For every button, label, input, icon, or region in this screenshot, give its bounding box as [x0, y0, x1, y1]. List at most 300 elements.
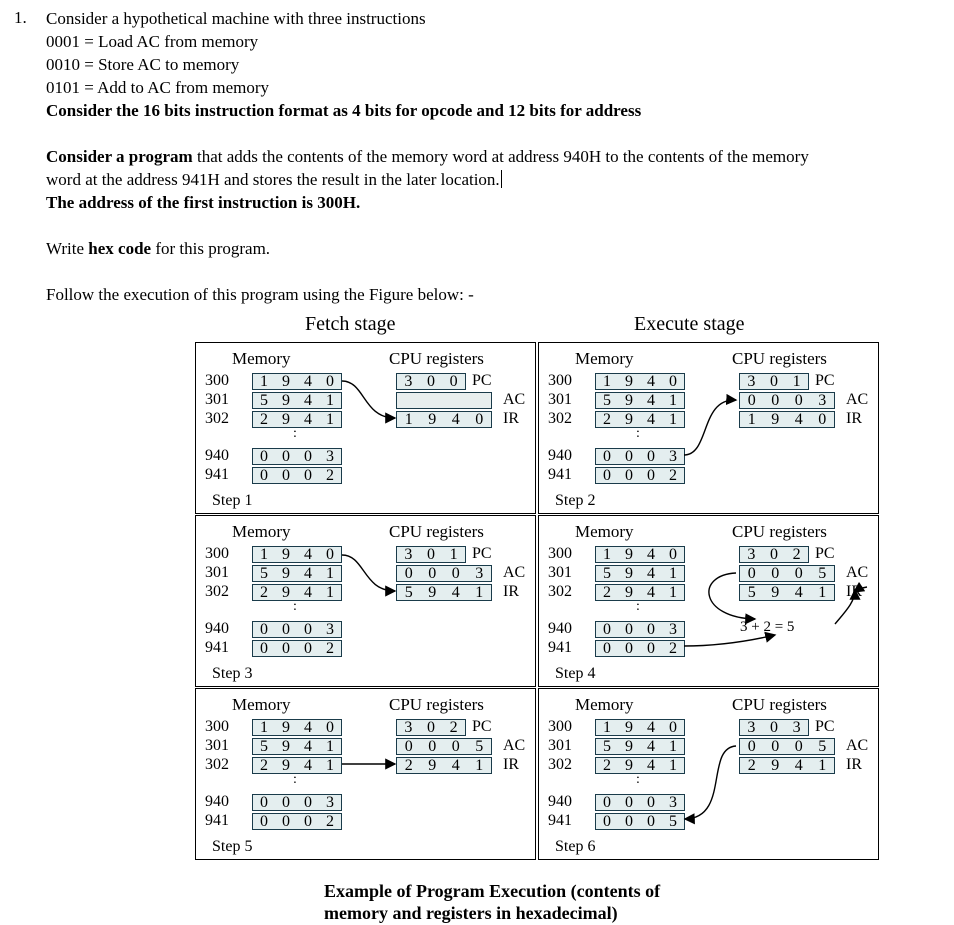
memory-word-digit: 9	[625, 757, 633, 774]
memory-word-digit: 0	[304, 467, 312, 484]
memory-word-digit: 4	[647, 546, 655, 563]
ac-digit: 0	[794, 565, 803, 582]
execute-stage-title: Execute stage	[634, 313, 745, 335]
memory-address: 300	[548, 372, 572, 389]
memory-address: 301	[548, 391, 572, 408]
memory-word-302	[595, 411, 685, 428]
caption-line-1: Example of Program Execution (contents of	[324, 881, 661, 901]
memory-word-digit: 9	[282, 738, 290, 755]
pc-digit: 3	[404, 546, 413, 563]
memory-word-digit: 4	[304, 584, 312, 601]
ac-digit: 0	[428, 565, 437, 582]
memory-word-digit: 0	[260, 794, 268, 811]
ir-register	[739, 757, 835, 774]
memory-word-digit: 9	[625, 584, 633, 601]
pc-digit: 0	[770, 719, 778, 736]
memory-word-digit: 2	[603, 584, 611, 601]
memory-title: Memory	[232, 522, 291, 541]
ac-label: AC	[503, 391, 526, 408]
memory-word-digit: 9	[282, 584, 290, 601]
ac-register	[396, 738, 492, 755]
pc-label: PC	[472, 372, 492, 389]
ac-digit: 0	[794, 392, 803, 409]
ir-digit: 1	[475, 757, 484, 774]
memory-word-940	[595, 794, 685, 811]
ac-digit: 0	[794, 738, 803, 755]
ir-digit: 9	[428, 757, 437, 774]
memory-word-digit: 0	[625, 640, 633, 657]
pc-label: PC	[815, 545, 835, 562]
memory-word-301	[252, 738, 342, 755]
memory-word-941	[252, 640, 342, 657]
memory-word-300	[595, 719, 685, 736]
step-label: Step 5	[212, 838, 253, 855]
memory-word-digit: 1	[326, 565, 334, 582]
memory-word-digit: 5	[669, 813, 677, 830]
memory-word-digit: 2	[603, 411, 611, 428]
follow-instruction: Follow the execution of this program using the Figure below: -	[46, 285, 474, 304]
memory-word-digit: 1	[260, 373, 268, 390]
step-panel-1	[195, 342, 536, 514]
pc-label: PC	[815, 372, 835, 389]
memory-word-digit: 0	[625, 794, 633, 811]
memory-word-940	[252, 794, 342, 811]
memory-word-digit: 0	[647, 621, 655, 638]
ac-label: AC	[846, 564, 869, 581]
memory-word-digit: 5	[260, 565, 268, 582]
pc-digit: 2	[792, 546, 801, 563]
memory-word-digit: 2	[326, 640, 334, 657]
memory-word-digit: 0	[647, 448, 655, 465]
memory-word-301	[595, 565, 685, 582]
memory-word-digit: 4	[304, 373, 312, 390]
memory-word-digit: 0	[304, 448, 312, 465]
opcode-add: 0101 = Add to AC from memory	[46, 78, 270, 97]
memory-word-digit: 0	[625, 448, 633, 465]
memory-word-digit: 0	[647, 467, 655, 484]
caption-line-2: memory and registers in hexadecimal)	[324, 903, 618, 923]
ir-digit: 0	[818, 411, 827, 428]
ir-digit: 5	[747, 584, 756, 601]
memory-word-digit: 9	[282, 719, 290, 736]
ac-register	[396, 565, 492, 582]
pc-register	[396, 719, 466, 736]
ac-label: AC	[846, 737, 869, 754]
ac-digit: 0	[771, 392, 780, 409]
ac-digit: 0	[747, 392, 756, 409]
memory-title: Memory	[232, 349, 291, 368]
memory-word-digit: 9	[282, 392, 290, 409]
opcode-load: 0001 = Load AC from memory	[46, 32, 259, 51]
memory-word-940	[252, 621, 342, 638]
memory-word-digit: 0	[282, 621, 290, 638]
memory-address: 302	[548, 410, 572, 427]
memory-word-digit: 9	[625, 546, 633, 563]
memory-word-digit: 1	[669, 584, 677, 601]
memory-word-digit: 1	[603, 719, 611, 736]
memory-address: 941	[548, 639, 572, 656]
memory-address: 300	[205, 718, 229, 735]
memory-word-digit: 0	[282, 813, 290, 830]
memory-word-digit: 9	[625, 411, 633, 428]
ir-digit: 9	[771, 411, 780, 428]
memory-word-302	[595, 757, 685, 774]
ac-digit: 3	[818, 392, 827, 409]
ir-label: IR	[846, 410, 862, 427]
memory-word-digit: 4	[304, 738, 312, 755]
pc-digit: 1	[792, 373, 801, 390]
ac-register	[396, 392, 492, 409]
memory-address: 302	[205, 756, 229, 773]
pc-digit: 0	[770, 546, 778, 563]
memory-word-302	[595, 584, 685, 601]
memory-word-digit: 2	[326, 813, 334, 830]
memory-word-digit: 1	[603, 546, 611, 563]
memory-address: 300	[205, 545, 229, 562]
question-number: 1.	[14, 8, 27, 27]
pc-label: PC	[815, 718, 835, 735]
memory-address: 301	[205, 737, 229, 754]
memory-word-digit: 0	[625, 467, 633, 484]
memory-word-digit: 0	[304, 621, 312, 638]
pc-digit: 3	[404, 719, 413, 736]
memory-word-941	[252, 467, 342, 484]
ac-label: AC	[503, 564, 526, 581]
sum-annotation: 3 + 2 = 5	[740, 619, 795, 635]
memory-word-digit: 0	[260, 621, 268, 638]
pc-digit: 0	[427, 719, 435, 736]
memory-word-digit: 5	[603, 565, 611, 582]
memory-word-digit: 9	[282, 757, 290, 774]
memory-word-digit: 0	[603, 448, 611, 465]
ir-digit: 4	[451, 411, 460, 428]
ir-register	[739, 411, 835, 428]
memory-word-941	[595, 467, 685, 484]
memory-word-digit: 2	[260, 411, 268, 428]
memory-word-digit: 0	[647, 794, 655, 811]
ellipsis: :	[636, 772, 640, 787]
program-description-1: that adds the contents of the memory word at address 940H to the contents of the memory	[192, 147, 809, 166]
figure-caption	[324, 880, 660, 924]
memory-word-digit: 0	[260, 467, 268, 484]
memory-word-digit: 0	[669, 719, 677, 736]
memory-word-digit: 2	[603, 757, 611, 774]
ir-register	[396, 411, 492, 428]
memory-word-301	[252, 565, 342, 582]
cpu-registers-title: CPU registers	[732, 695, 827, 714]
memory-word-digit: 0	[603, 621, 611, 638]
memory-word-940	[595, 621, 685, 638]
pc-register	[739, 373, 809, 390]
memory-word-digit: 3	[326, 448, 334, 465]
ir-digit: 1	[818, 757, 827, 774]
memory-word-digit: 1	[669, 565, 677, 582]
memory-word-digit: 1	[260, 719, 268, 736]
memory-word-digit: 0	[326, 719, 334, 736]
ir-digit: 2	[747, 757, 756, 774]
memory-word-941	[595, 813, 685, 830]
pc-digit: 3	[404, 373, 413, 390]
memory-address: 941	[205, 466, 229, 483]
memory-word-301	[595, 392, 685, 409]
ac-digit: 0	[747, 565, 756, 582]
memory-word-digit: 0	[304, 640, 312, 657]
memory-word-digit: 1	[603, 373, 611, 390]
ac-digit: 0	[451, 565, 460, 582]
memory-address: 301	[548, 564, 572, 581]
memory-address: 941	[205, 639, 229, 656]
ac-digit: 0	[451, 738, 460, 755]
ac-register	[739, 392, 835, 409]
memory-word-digit: 4	[304, 546, 312, 563]
memory-word-digit: 3	[326, 621, 334, 638]
write-bold: hex code	[88, 239, 152, 258]
memory-word-digit: 3	[669, 621, 677, 638]
memory-word-digit: 4	[647, 565, 655, 582]
memory-word-digit: 2	[326, 467, 334, 484]
memory-word-digit: 9	[282, 373, 290, 390]
memory-word-digit: 4	[304, 392, 312, 409]
memory-word-940	[252, 448, 342, 465]
ac-digit: 0	[404, 738, 413, 755]
memory-word-digit: 0	[260, 813, 268, 830]
memory-word-digit: 0	[669, 546, 677, 563]
memory-word-301	[252, 392, 342, 409]
memory-word-digit: 0	[603, 640, 611, 657]
memory-word-digit: 9	[282, 546, 290, 563]
memory-word-940	[595, 448, 685, 465]
memory-word-digit: 4	[304, 565, 312, 582]
ac-digit: 5	[475, 738, 484, 755]
memory-word-300	[595, 373, 685, 390]
memory-word-digit: 1	[326, 411, 334, 428]
ir-label: IR	[503, 583, 519, 600]
memory-word-digit: 4	[647, 719, 655, 736]
memory-word-digit: 3	[669, 794, 677, 811]
memory-address: 941	[548, 466, 572, 483]
pc-register	[739, 719, 809, 736]
ir-digit: 9	[428, 411, 437, 428]
step-panel-2	[538, 342, 879, 514]
cpu-registers-title: CPU registers	[732, 349, 827, 368]
memory-word-302	[252, 411, 342, 428]
memory-address: 940	[205, 447, 229, 464]
ir-digit: 5	[404, 584, 413, 601]
pc-digit: 0	[427, 373, 435, 390]
memory-word-302	[252, 757, 342, 774]
program-execution-figure	[195, 342, 881, 862]
ac-register	[739, 738, 835, 755]
memory-address: 940	[205, 793, 229, 810]
write-prefix: Write	[46, 239, 89, 258]
memory-word-digit: 0	[304, 794, 312, 811]
text-cursor	[501, 170, 502, 188]
memory-word-digit: 4	[647, 738, 655, 755]
intro-line: Consider a hypothetical machine with three instructions	[46, 9, 426, 28]
write-suffix: for this program.	[151, 239, 271, 258]
memory-word-digit: 9	[282, 565, 290, 582]
memory-address: 300	[548, 718, 572, 735]
memory-word-digit: 2	[260, 584, 268, 601]
program-heading: Consider a program	[46, 147, 193, 166]
opcode-store: 0010 = Store AC to memory	[46, 55, 240, 74]
memory-word-digit: 1	[260, 546, 268, 563]
ir-digit: 1	[475, 584, 484, 601]
ac-digit: 0	[771, 738, 780, 755]
memory-address: 301	[205, 391, 229, 408]
ac-digit: 3	[475, 565, 484, 582]
memory-word-digit: 3	[326, 794, 334, 811]
memory-address: 940	[205, 620, 229, 637]
step-label: Step 3	[212, 665, 253, 682]
ac-label: AC	[846, 391, 869, 408]
ir-digit: 1	[818, 584, 827, 601]
ir-register	[396, 584, 492, 601]
memory-word-300	[252, 373, 342, 390]
ir-digit: 4	[451, 757, 460, 774]
ac-digit: 5	[818, 565, 827, 582]
ac-digit: 5	[818, 738, 827, 755]
memory-word-digit: 0	[647, 813, 655, 830]
ir-digit: 0	[475, 411, 484, 428]
memory-address: 301	[205, 564, 229, 581]
memory-word-301	[595, 738, 685, 755]
memory-word-digit: 0	[282, 794, 290, 811]
memory-address: 300	[548, 545, 572, 562]
pc-digit: 3	[792, 719, 801, 736]
memory-word-digit: 0	[326, 373, 334, 390]
memory-word-digit: 1	[326, 392, 334, 409]
memory-word-digit: 4	[304, 757, 312, 774]
memory-address: 940	[548, 793, 572, 810]
cpu-registers-title: CPU registers	[389, 522, 484, 541]
ellipsis: :	[293, 599, 297, 614]
memory-word-digit: 0	[603, 813, 611, 830]
ac-register	[739, 565, 835, 582]
ac-digit: 0	[428, 738, 437, 755]
memory-title: Memory	[575, 349, 634, 368]
memory-word-digit: 4	[647, 392, 655, 409]
step-panel-3	[195, 515, 536, 687]
ellipsis: :	[636, 426, 640, 441]
memory-title: Memory	[575, 695, 634, 714]
memory-word-digit: 9	[625, 392, 633, 409]
memory-word-digit: 1	[669, 738, 677, 755]
pc-register	[396, 546, 466, 563]
memory-word-digit: 0	[304, 813, 312, 830]
cpu-registers-title: CPU registers	[389, 349, 484, 368]
ir-digit: 9	[428, 584, 437, 601]
memory-address: 940	[548, 620, 572, 637]
pc-register	[739, 546, 809, 563]
memory-address: 302	[205, 583, 229, 600]
memory-word-digit: 2	[669, 467, 677, 484]
ir-digit: 9	[771, 584, 780, 601]
memory-word-digit: 0	[625, 621, 633, 638]
memory-word-digit: 1	[326, 757, 334, 774]
memory-word-digit: 0	[647, 640, 655, 657]
ac-digit: 0	[771, 565, 780, 582]
step-label: Step 4	[555, 665, 596, 682]
ac-label: AC	[503, 737, 526, 754]
cpu-registers-title: CPU registers	[389, 695, 484, 714]
memory-word-digit: 9	[625, 719, 633, 736]
step-panel-6	[538, 688, 879, 860]
cpu-registers-title: CPU registers	[732, 522, 827, 541]
memory-word-digit: 2	[260, 757, 268, 774]
pc-digit: 3	[747, 719, 756, 736]
memory-word-digit: 1	[669, 392, 677, 409]
step-label: Step 2	[555, 492, 596, 509]
ac-digit: 0	[747, 738, 756, 755]
ir-digit: 4	[794, 584, 803, 601]
memory-word-digit: 1	[669, 757, 677, 774]
ir-label: IR	[846, 756, 862, 773]
memory-word-digit: 4	[304, 719, 312, 736]
memory-address: 300	[205, 372, 229, 389]
memory-address: 940	[548, 447, 572, 464]
memory-address: 302	[548, 756, 572, 773]
ellipsis: :	[293, 772, 297, 787]
pc-register	[396, 373, 466, 390]
ir-label: IR	[503, 756, 519, 773]
memory-word-digit: 4	[647, 373, 655, 390]
fetch-stage-title: Fetch stage	[305, 313, 396, 335]
memory-word-digit: 1	[326, 584, 334, 601]
memory-word-digit: 5	[603, 392, 611, 409]
memory-word-digit: 9	[282, 411, 290, 428]
pc-digit: 2	[449, 719, 458, 736]
memory-word-digit: 9	[625, 373, 633, 390]
memory-word-digit: 9	[625, 738, 633, 755]
memory-word-digit: 5	[260, 738, 268, 755]
step-label: Step 1	[212, 492, 253, 509]
program-description-2: word at the address 941H and stores the result in the later location.	[46, 170, 500, 189]
ir-label: IR	[503, 410, 519, 427]
memory-word-941	[252, 813, 342, 830]
memory-word-digit: 4	[647, 757, 655, 774]
memory-title: Memory	[575, 522, 634, 541]
memory-word-digit: 0	[260, 448, 268, 465]
memory-word-digit: 0	[260, 640, 268, 657]
pc-digit: 3	[747, 546, 756, 563]
memory-word-300	[252, 719, 342, 736]
memory-word-digit: 0	[603, 467, 611, 484]
memory-word-digit: 4	[647, 411, 655, 428]
pc-label: PC	[472, 718, 492, 735]
memory-word-digit: 3	[669, 448, 677, 465]
memory-word-digit: 9	[625, 565, 633, 582]
pc-digit: 0	[427, 546, 435, 563]
memory-word-digit: 5	[603, 738, 611, 755]
step-panel-5	[195, 688, 536, 860]
ir-digit: 2	[404, 757, 413, 774]
memory-address: 302	[205, 410, 229, 427]
memory-word-digit: 4	[647, 584, 655, 601]
memory-word-digit: 0	[282, 640, 290, 657]
pc-digit: 1	[449, 546, 458, 563]
pc-digit: 0	[770, 373, 778, 390]
memory-word-digit: 2	[669, 640, 677, 657]
ir-digit: 1	[747, 411, 756, 428]
ir-digit: 4	[794, 757, 803, 774]
ir-register	[396, 757, 492, 774]
step-panel-4	[538, 515, 879, 687]
ir-label: IR	[846, 583, 862, 600]
format-statement: Consider the 16 bits instruction format as 4 bits for opcode and 12 bits for address	[46, 101, 642, 120]
memory-title: Memory	[232, 695, 291, 714]
memory-word-digit: 4	[304, 411, 312, 428]
